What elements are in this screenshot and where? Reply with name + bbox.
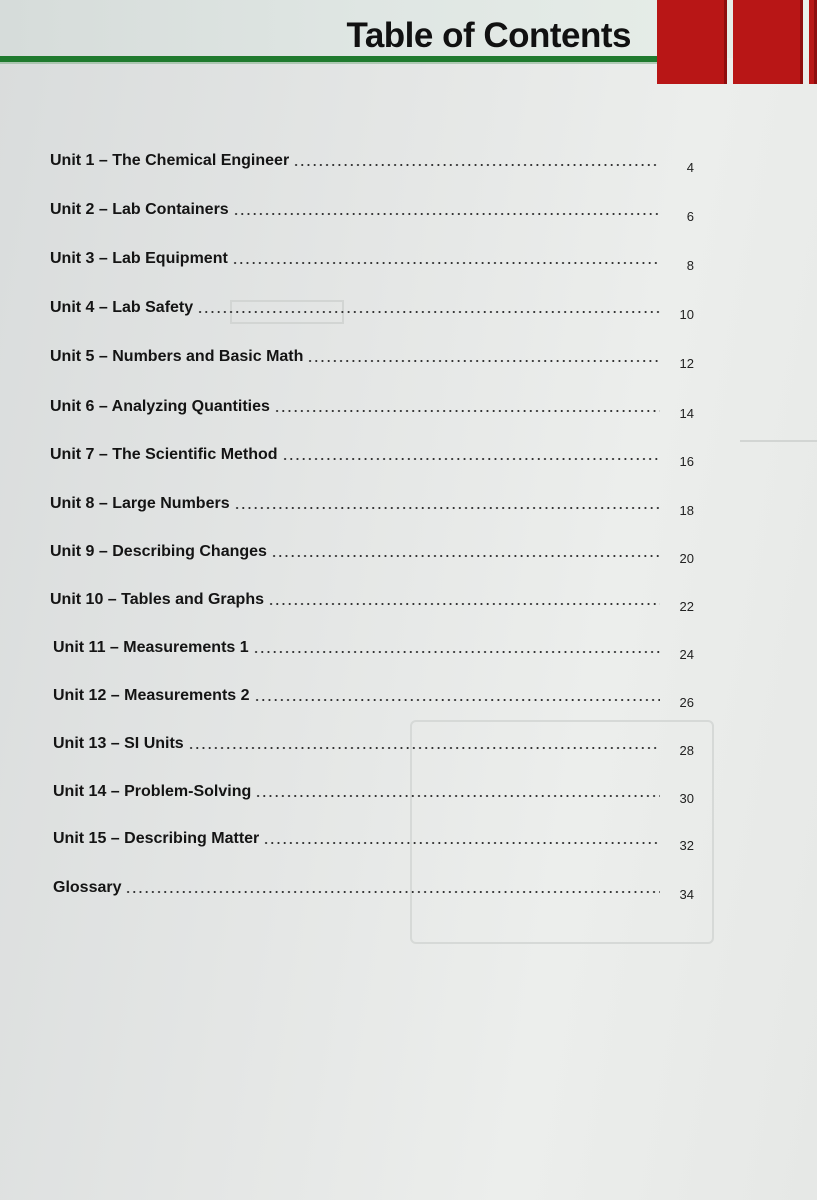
toc-entry-label: Unit 7 – The Scientific Method <box>50 446 278 463</box>
toc-entry-label: Unit 5 – Numbers and Basic Math <box>50 348 304 365</box>
toc-entry-label: Unit 13 – SI Units <box>53 735 184 752</box>
toc-entry-label: Unit 9 – Describing Changes <box>50 543 267 560</box>
toc-entry-label: Unit 15 – Describing Matter <box>53 830 260 847</box>
header-rule-shadow <box>0 62 660 64</box>
toc-entry <box>53 871 694 902</box>
toc-entry-page: 32 <box>679 838 694 853</box>
dot-leader <box>125 890 660 894</box>
dot-leader <box>255 794 660 798</box>
toc-entry-page: 34 <box>679 887 694 902</box>
toc-entry-page: 12 <box>679 356 694 371</box>
dot-leader <box>253 650 660 654</box>
toc-entry-page: 14 <box>679 406 694 421</box>
toc-entry-page: 28 <box>679 743 694 758</box>
toc-entry-label: Unit 4 – Lab Safety <box>50 299 194 316</box>
toc-entry <box>50 390 694 421</box>
red-tab-2 <box>733 0 803 84</box>
dot-leader <box>233 212 660 216</box>
dot-leader <box>307 359 660 363</box>
toc-entry-page: 16 <box>679 454 694 469</box>
toc-entry <box>50 535 694 566</box>
toc-entry-page: 4 <box>686 160 694 175</box>
red-tab-3 <box>809 0 817 84</box>
toc-entry-page: 30 <box>679 791 694 806</box>
toc-entry-label: Unit 3 – Lab Equipment <box>50 250 228 267</box>
toc-entry <box>50 438 694 469</box>
toc-entry <box>50 291 694 322</box>
dot-leader <box>293 163 660 167</box>
toc-entry-page: 6 <box>686 209 694 224</box>
toc-entry-label: Unit 10 – Tables and Graphs <box>50 591 264 608</box>
toc-entry-page: 10 <box>679 307 694 322</box>
toc-entry <box>53 822 694 853</box>
toc-entry <box>50 583 694 614</box>
toc-entry-page: 8 <box>686 258 694 273</box>
toc-entry-label: Glossary <box>53 879 122 896</box>
red-tab-1 <box>657 0 727 84</box>
toc-entry-label: Unit 6 – Analyzing Quantities <box>50 398 270 415</box>
toc-entry <box>53 679 694 710</box>
toc-entry-label: Unit 14 – Problem-Solving <box>53 783 252 800</box>
toc-entry-page: 18 <box>679 503 694 518</box>
dot-leader <box>268 602 660 606</box>
toc-entry-label: Unit 8 – Large Numbers <box>50 495 230 512</box>
toc-entry-label: Unit 1 – The Chemical Engineer <box>50 152 290 169</box>
dot-leader <box>232 261 660 265</box>
dot-leader <box>282 457 660 461</box>
show-through-block <box>740 440 817 482</box>
dot-leader <box>263 841 660 845</box>
toc-entry <box>53 631 694 662</box>
dot-leader <box>254 698 660 702</box>
dot-leader <box>197 310 660 314</box>
toc-entry-label: Unit 12 – Measurements 2 <box>53 687 250 704</box>
toc-entry-page: 20 <box>679 551 694 566</box>
toc-entry-page: 26 <box>679 695 694 710</box>
toc-entry <box>53 775 694 806</box>
dot-leader <box>234 506 660 510</box>
toc-entry-page: 24 <box>679 647 694 662</box>
dot-leader <box>188 746 660 750</box>
page-title: Table of Contents <box>346 16 631 55</box>
toc-entry <box>53 727 694 758</box>
toc-entry <box>50 193 694 224</box>
toc-entry <box>50 144 694 175</box>
toc-entry <box>50 487 694 518</box>
toc-entry-label: Unit 2 – Lab Containers <box>50 201 229 218</box>
dot-leader <box>271 554 660 558</box>
dot-leader <box>274 409 660 413</box>
toc-entry <box>50 242 694 273</box>
toc-entry <box>50 340 694 371</box>
toc-entry-label: Unit 11 – Measurements 1 <box>53 639 249 656</box>
toc-entry-page: 22 <box>679 599 694 614</box>
